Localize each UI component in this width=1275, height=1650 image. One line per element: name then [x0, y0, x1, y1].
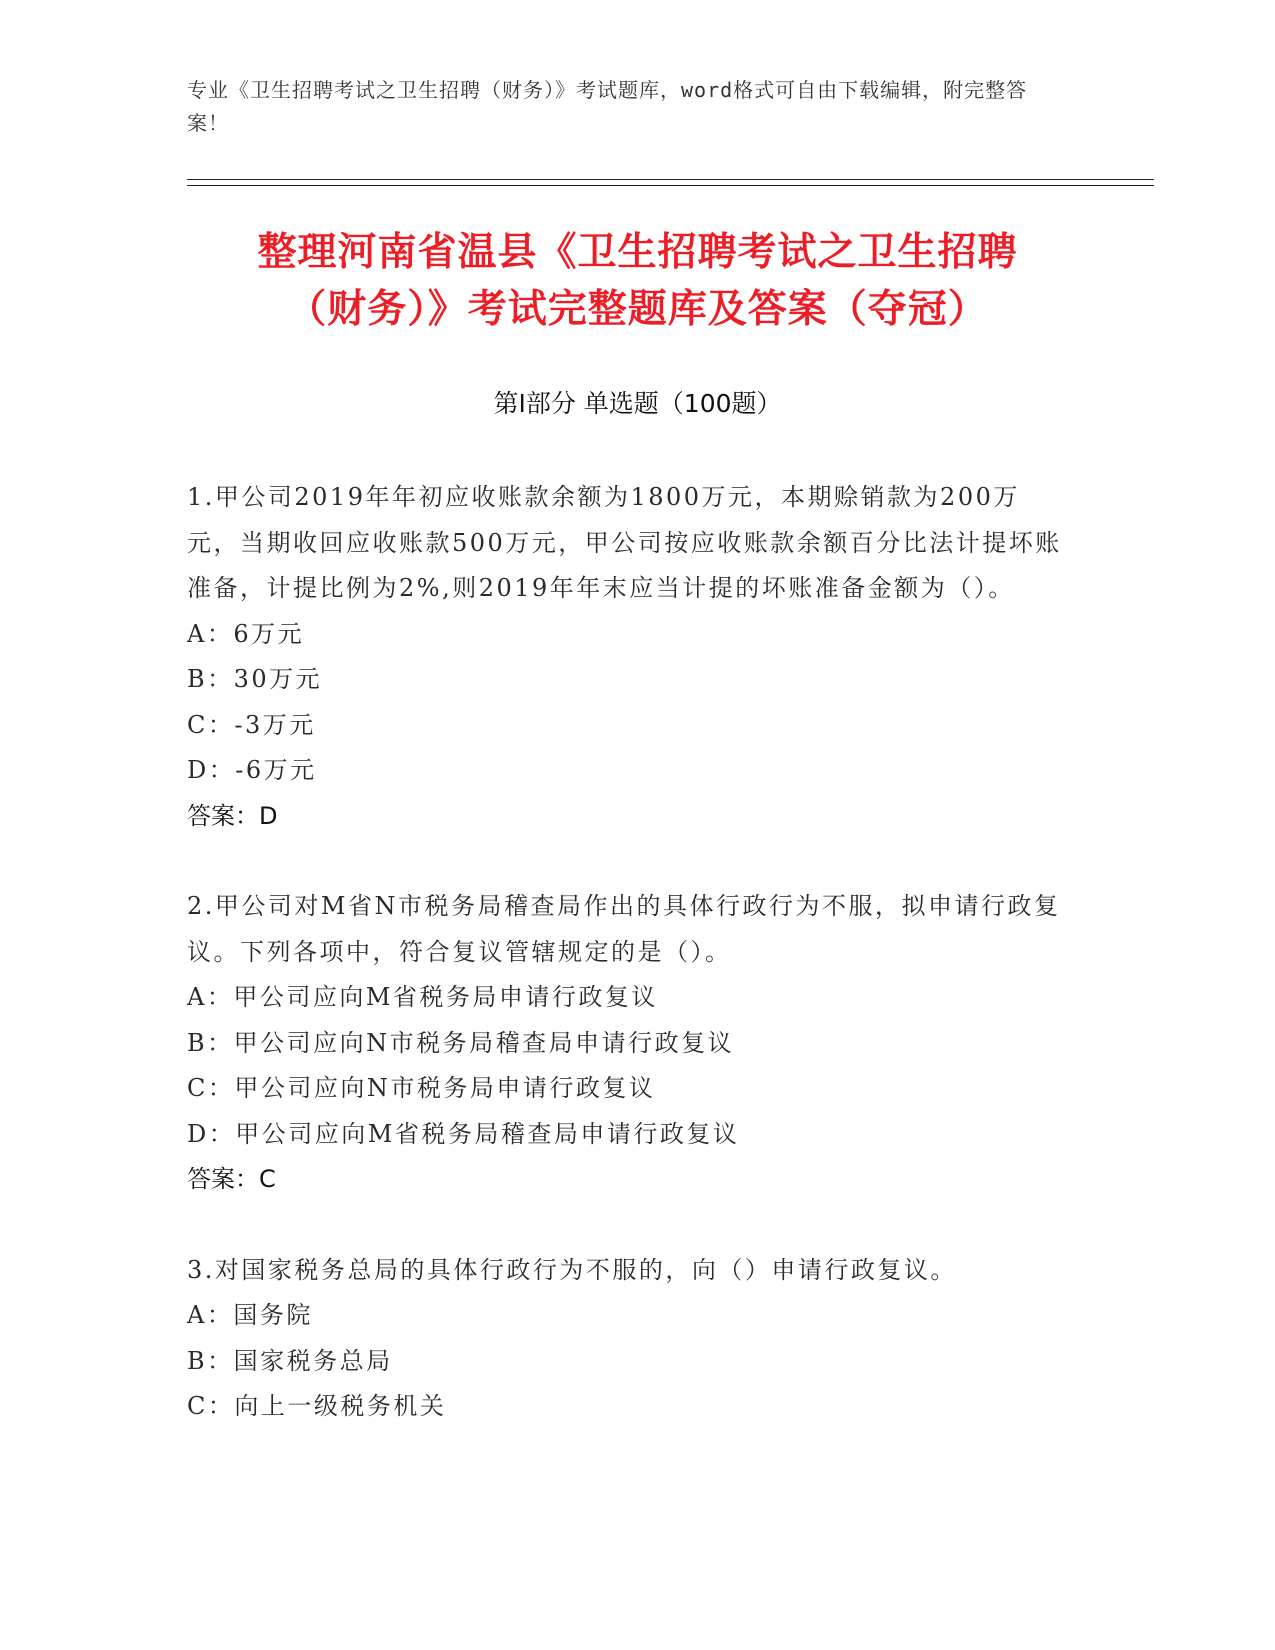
- option-c: C：向上一级税务机关: [187, 1392, 447, 1420]
- option-a: A：6万元: [187, 619, 305, 648]
- option-c: C：-3万元: [187, 710, 316, 739]
- answer: 答案：D: [187, 801, 278, 830]
- question-3: [187, 1248, 1067, 1430]
- option-d: D：-6万元: [187, 756, 317, 784]
- answer: 答案：C: [187, 1165, 276, 1193]
- header-note: 专业《卫生招聘考试之卫生招聘（财务）》考试题库，word格式可自由下载编辑，附完整答案！: [187, 78, 1028, 135]
- question-stem: 2.甲公司对M省N市税务局稽查局作出的具体行政行为不服，拟申请行政复议。下列各项中，符合复议管辖规定的是（）。: [187, 892, 1061, 966]
- document-title: [150, 224, 1125, 338]
- header-divider: [187, 179, 1154, 180]
- option-d: D：甲公司应向M省税务局稽查局申请行政复议: [187, 1119, 740, 1148]
- question-stem: 1.甲公司2019年年初应收账款余额为1800万元，本期赊销款为200万元，当期收回应收账款500万元，甲公司按应收账款余额百分比法计提坏账准备，计提比例为2%,则2019年年末应当计提的坏账准备金额为（）。: [187, 483, 1062, 602]
- section-heading: 第Ⅰ部分 单选题（100题）: [493, 389, 782, 418]
- question-stem: 3.对国家税务总局的具体行政行为不服的，向（）申请行政复议。: [187, 1255, 957, 1284]
- title-line-2: （财务）》考试完整题库及答案（夺冠）: [287, 287, 988, 332]
- option-b: B：甲公司应向N市税务局稽查局申请行政复议: [187, 1028, 735, 1057]
- question-1: [187, 475, 1067, 839]
- option-a: A：国务院: [187, 1301, 313, 1329]
- title-line-1: 整理河南省温县《卫生招聘考试之卫生招聘: [257, 230, 1018, 275]
- option-b: B：国家税务总局: [187, 1346, 393, 1375]
- header-divider-secondary: [187, 185, 1154, 186]
- question-list: [187, 475, 1067, 1475]
- question-2: [187, 884, 1067, 1203]
- option-b: B：30万元: [187, 665, 323, 693]
- option-a: A：甲公司应向M省税务局申请行政复议: [187, 983, 658, 1011]
- option-c: C：甲公司应向N市税务局申请行政复议: [187, 1074, 656, 1102]
